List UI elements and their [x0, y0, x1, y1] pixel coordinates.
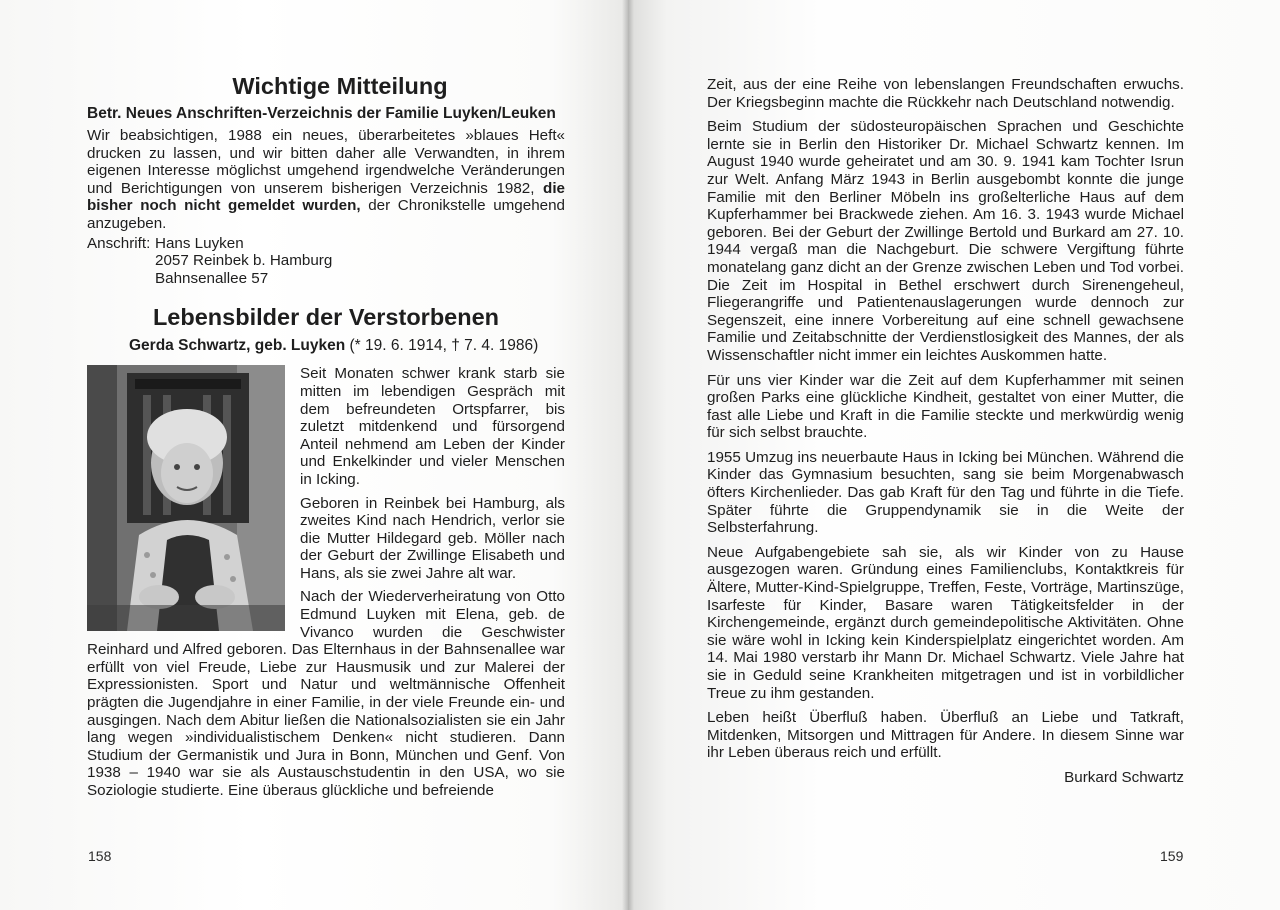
- obituary-heading: [129, 337, 565, 355]
- right-page: [628, 0, 1280, 910]
- obituary-paragraph: Neue Aufgabengebiete sah sie, als wir Kinder von zu Hause ausgezogen waren. Gründung eines Familienclubs, Kontaktkreis für Ältere, Mutter-Kind-Spielgruppe, Treffen, Feste, Vorträge, Martinszüge, Isarfeste für Kinder, Basare waren Tätigkeitsfelder in der Kirchengemeinde, ergänzt durch gemeindepolitische Aktivitäten. Ohne sie wäre wohl in Icking kein Kinderspielplatz eingerichtet worden. Am 14. Mai 1980 verstarb ihr Mann Dr. Michael Schwartz. Viele Jahre hat sie in Geduld seine Krankheiten mitgetragen und ist in vorbildlicher Treue zu ihm gestanden.: [707, 543, 1184, 702]
- signature: Burkard Schwartz: [1064, 768, 1184, 786]
- notice-title: Wichtige Mitteilung: [232, 73, 448, 99]
- section-title: Lebensbilder der Verstorbenen: [152, 304, 500, 331]
- obituary-paragraph: Seit Monaten schwer krank starb sie mitten im lebendigen Gespräch mit dem befreundeten Ortspfarrer, bis zuletzt mitdenkend und fürsorgend Anteil nehmend am Leben der Kinder und Enkelkinder und vieler Menschen in Icking.: [300, 365, 565, 488]
- obituary-paragraph: Beim Studium der südosteuropäischen Sprachen und Geschichte lernte sie in Berlin den Historiker Dr. Michael Schwartz kennen. Im August 1940 wurde geheiratet und am 30. 9. 1941 kam Tochter Isrun zur Welt. Anfang März 1943 in Berlin ausgebombt konnte die junge Familie mit den Berliner Möbeln ins großelterliche Haus auf dem Kupferhammer bei Brackwede ziehen. Am 16. 3. 1943 wurde Michael geboren. Bei der Geburt der Zwillinge Bertold und Burkard am 27. 10. 1944 vergaß man die Nachgeburt. Die schwere Vergiftung führte monatelang ganz dicht an der Grenze zwischen Leben und Tod vorbei. Die Zeit im Hospital in Bethel erschwert durch Sirenengeheul, Fliegerangriffe und Patientenauslagerungen wurde dennoch zur Segenszeit, eine innere Vorbereitung auf eine schnell gewachsene Familie und Zeitabschnitte der Verdienstlosigkeit des Mannes, der als Wissenschaftler nicht immer ein leichtes Auskommen hatte.: [707, 118, 1184, 364]
- address-line: Hans Luyken: [155, 234, 244, 252]
- notice-text-bold: die bisher noch nicht gemeldet wurden,: [87, 179, 565, 215]
- obituary-name: Gerda Schwartz, geb. Luyken: [129, 337, 346, 355]
- right-column: [707, 76, 1184, 787]
- obituary-paragraph: Leben heißt Überfluß haben. Überfluß an Liebe und Tatkraft, Mitdenken, Mitsorgen und Mittragen für Andere. In diesem Sinne war ihr Leben überaus reich und erfüllt.: [707, 709, 1184, 762]
- book-gutter: [622, 0, 634, 910]
- obituary-paragraph: Für uns vier Kinder war die Zeit auf dem Kupferhammer mit seinen großen Parks eine glückliche Kindheit, gestaltet von einer Mutter, die fast alle Liebe und Kraft in die Familie steckte und merkwürdig wenig für sich selbst brauchte.: [707, 371, 1184, 442]
- left-column: [87, 72, 565, 806]
- obituary-paragraph: Zeit, aus der eine Reihe von lebenslangen Freundschaften erwuchs. Der Kriegsbeginn machte die Rückkehr nach Deutschland notwendig.: [707, 76, 1184, 111]
- address-line: 2057 Reinbek b. Hamburg: [155, 252, 333, 270]
- portrait-photo: [87, 365, 285, 631]
- notice-text-2: der Chronikstelle umgehend anzugeben.: [87, 197, 565, 232]
- page-number-right: 159: [1160, 848, 1184, 864]
- obituary-body: [87, 365, 565, 799]
- notice-subtitle: Betr. Neues Anschriften-Verzeichnis der Familie Luyken/Leuken: [87, 105, 556, 122]
- notice-text: [87, 127, 565, 233]
- portrait-image: [87, 365, 285, 631]
- address-block: [87, 235, 565, 288]
- left-page: [0, 0, 628, 910]
- obituary-paragraph: Nach der Wiederverheiratung von Otto Edmund Luyken mit Elena, geb. de Vivanco wurden die Geschwister Reinhard und Alfred geboren. Das Elternhaus in der Bahnsenallee war erfüllt von viel Freude, Liebe zur Hausmusik und zur Malerei der Expressionisten. Sport und Natur und weltmännische Offenheit prägten die Jugendjahre in einer Familie, in der viele Freunde ein- und ausgingen. Nach dem Abitur ließen die Nationalsozialisten sie ein Jahr lang wegen »individualistischem Denken« nicht studieren. Dann Studium der Germanistik und Jura in Bonn, München und Genf. Von 1938 – 1940 war sie als Austauschstudentin in den USA, wo sie Soziologie studierte. Eine überaus glückliche und befreiende: [87, 588, 565, 799]
- obituary-paragraph: 1955 Umzug ins neuerbaute Haus in Icking bei München. Während die Kinder das Gymnasium besuchten, sang sie beim Morgenabwasch öfters Kirchenlieder. Das gab Kraft für den Tag und führte in die Tiefe. Später führte die Gruppendynamik sie in die Weite der Selbsterfahrung.: [707, 448, 1184, 537]
- page-number-left: 158: [88, 848, 112, 864]
- address-line: Bahnsenallee 57: [155, 269, 269, 287]
- notice-text-1: Wir beabsichtigen, 1988 ein neues, überarbeitetes »blaues Heft« drucken zu lassen, und wir bitten daher alle Verwandten, in ihrem eigenen Interesse möglichst umgehend irgendwelche Veränderungen und Berichtigungen von unserem bisherigen Verzeichnis 1982,: [87, 127, 565, 197]
- address-label: Anschrift:: [87, 234, 151, 252]
- obituary-dates: (* 19. 6. 1914, † 7. 4. 1986): [345, 337, 539, 355]
- obituary-paragraph: Geboren in Reinbek bei Hamburg, als zweites Kind nach Hendrich, verlor sie die Mutter Hildegard geb. Möller nach der Geburt der Zwillinge Elisabeth und Hans, als sie zwei Jahre alt war.: [300, 494, 565, 582]
